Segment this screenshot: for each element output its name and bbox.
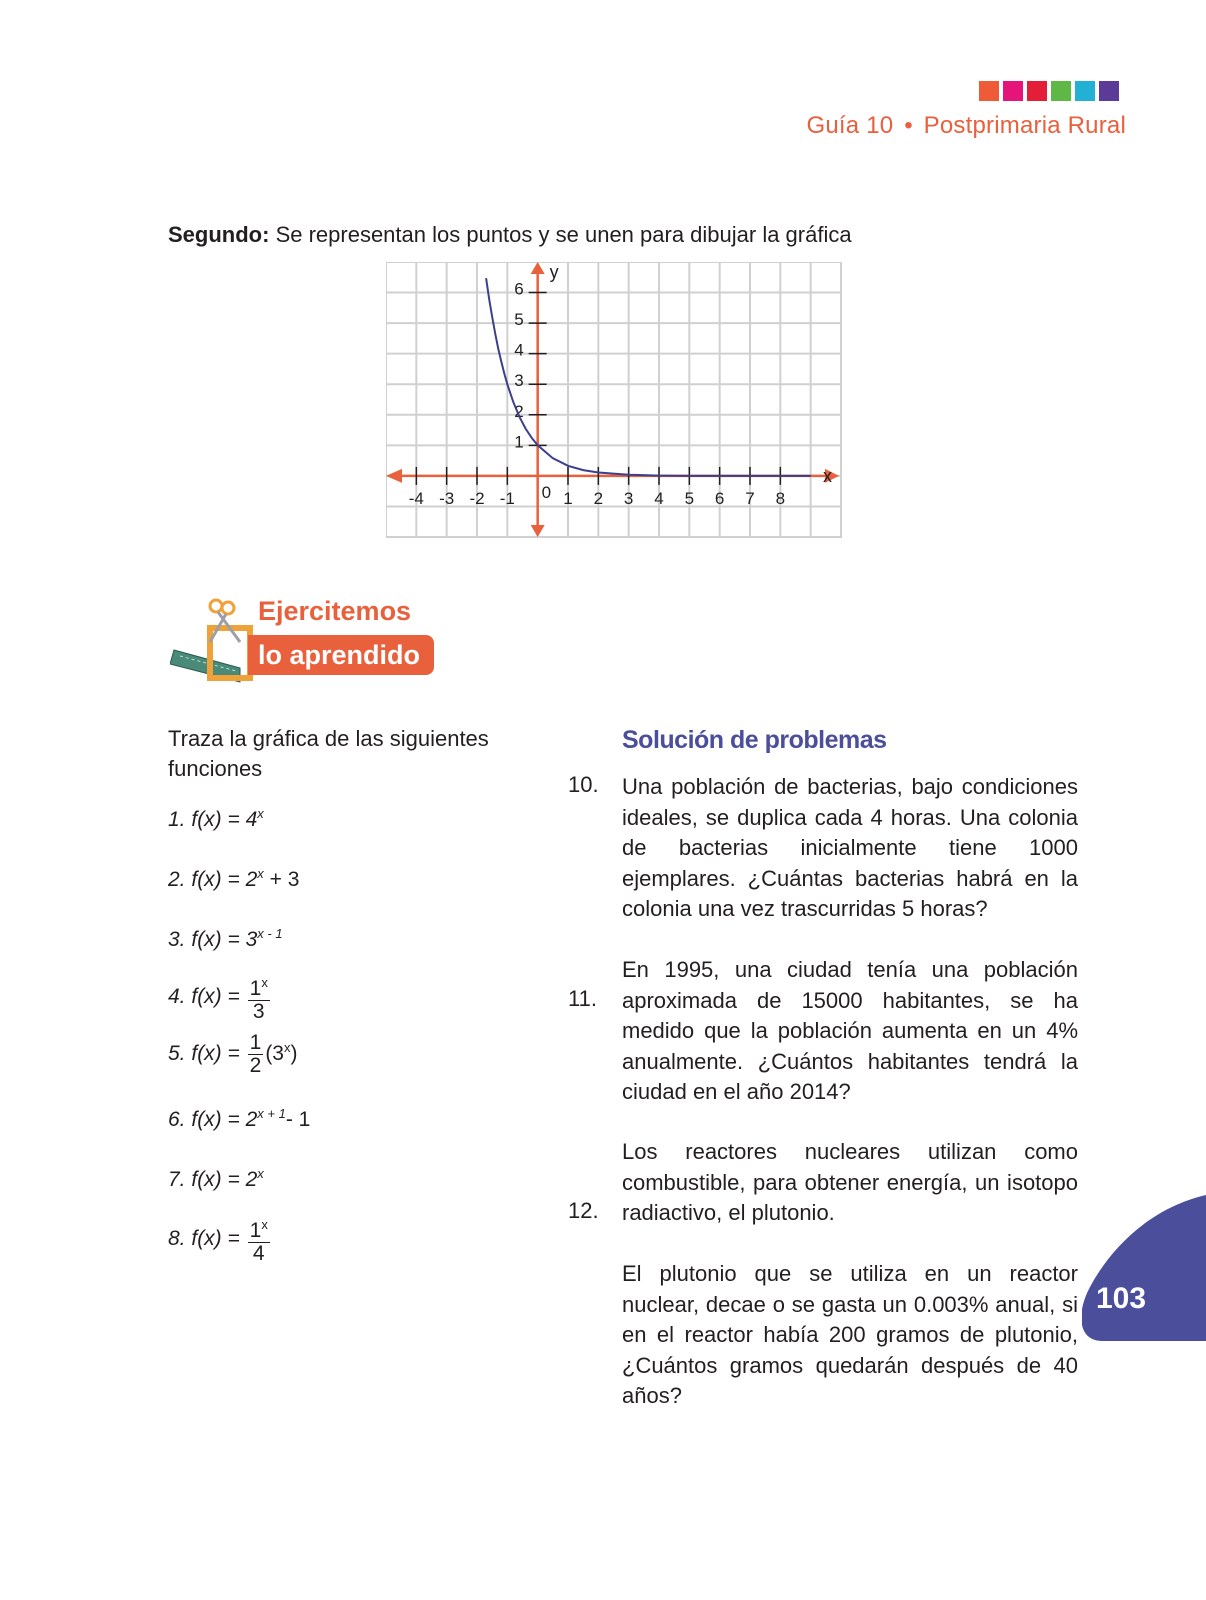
tools-icon: [170, 598, 260, 684]
grid-border: [386, 262, 841, 537]
x-tick-label: -4: [408, 488, 424, 508]
item-tail: + 3: [263, 868, 300, 891]
banner-subtitle: lo aprendido: [248, 635, 434, 675]
item-function: f(x) = 2: [191, 1108, 258, 1131]
item-function: f(x) = 3: [191, 928, 258, 951]
fraction-denominator: 2: [249, 1054, 262, 1077]
x-axis-label: x: [823, 465, 832, 486]
item-number: 4.: [168, 985, 186, 1009]
item-exponent: x: [257, 1166, 264, 1181]
problem-text-10: Una población de bacterias, bajo condiciones ideales, se duplica cada 4 horas. Una colonia de bacterias inicialmente tiene 1000 ejemplares. ¿Cuántas bacterias habrá en la colonia una vez trascurridas 5 horas?: [622, 774, 1078, 921]
item-function: f(x) =: [191, 1227, 240, 1251]
item-exponent: x: [284, 1040, 291, 1056]
item-exponent: x: [257, 866, 264, 881]
y-tick-label: 2: [514, 401, 524, 421]
guide-header: [807, 112, 1126, 140]
fraction-exponent: x: [261, 975, 268, 990]
item-function: f(x) = 4: [191, 808, 258, 831]
strip-square: [1051, 81, 1071, 101]
item-fraction: [248, 1032, 264, 1077]
y-tick-label: 5: [514, 310, 524, 330]
item-exponent: x: [257, 806, 264, 821]
exponential-graph: [386, 262, 856, 552]
strip-square: [1075, 81, 1095, 101]
exercise-item-4: [168, 972, 272, 1023]
strip-square: [1027, 81, 1047, 101]
x-tick-label: 5: [684, 488, 695, 508]
item-function: f(x) = 2: [191, 868, 258, 891]
exercise-intro: Traza la gráfica de las siguientes funciones: [168, 726, 489, 781]
item-tail: - 1: [285, 1108, 311, 1131]
item-number: 3.: [168, 928, 186, 951]
fraction-denominator: 3: [252, 1000, 265, 1023]
exercise-item-2: [168, 866, 299, 892]
fraction-numerator: 1: [249, 977, 262, 1000]
item-number: 6.: [168, 1108, 186, 1131]
section-title: Solución de problemas: [622, 726, 887, 754]
exercise-item-8: [168, 1214, 272, 1265]
program-label: Postprimaria Rural: [923, 112, 1126, 139]
exercise-item-5: [168, 1032, 298, 1077]
problem-text-11: En 1995, una ciudad tenía una población aproximada de 15000 habitantes, se ha medido que la población aumenta en un 4% anualmente. ¿Cuántos habitantes tendrá la ciudad en el año 2014?: [622, 957, 1078, 1104]
exercise-item-6: [168, 1106, 310, 1132]
color-strip: [979, 81, 1119, 101]
problem-text-12: Los reactores nucleares utilizan como combustible, para obtener energía, un isotopo radiactivo, el plutonio.: [622, 1139, 1078, 1225]
banner-title: Ejercitemos: [258, 596, 412, 626]
item-number: 2.: [168, 868, 186, 891]
x-tick-label: -1: [499, 488, 515, 508]
item-tail-close: ): [290, 1042, 298, 1066]
item-fraction: [248, 972, 270, 1023]
item-number: 5.: [168, 1042, 186, 1066]
x-tick-label: 4: [654, 488, 664, 508]
header-separator: •: [904, 112, 913, 139]
y-tick-label: 3: [514, 371, 524, 391]
y-tick-label: 1: [514, 432, 524, 452]
item-exponent: x - 1: [257, 926, 283, 941]
page-number-tab: [1082, 1195, 1206, 1341]
problem-number-12: 12.: [568, 1198, 599, 1223]
item-exponent: x + 1: [257, 1106, 286, 1121]
item-tail: (3: [265, 1042, 284, 1066]
exercise-item-1: [168, 806, 264, 832]
item-function: f(x) =: [191, 1042, 240, 1066]
x-tick-label: 2: [593, 488, 604, 508]
y-tick-label: 6: [514, 279, 524, 299]
item-number: 8.: [168, 1227, 186, 1251]
x-tick-label: 6: [714, 488, 725, 508]
x-tick-label: 8: [775, 488, 786, 508]
intro-line: [168, 222, 852, 248]
guide-label: Guía 10: [806, 112, 894, 139]
x-tick-label: -3: [439, 488, 455, 508]
y-tick-label: 4: [514, 340, 524, 360]
exercise-item-3: [168, 926, 283, 952]
item-function: f(x) = 2: [191, 1168, 258, 1191]
origin-label: 0: [541, 482, 552, 502]
strip-square: [979, 81, 999, 101]
fraction-exponent: x: [261, 1217, 268, 1232]
x-tick-label: -2: [469, 488, 485, 508]
page-number: 103: [1096, 1282, 1147, 1315]
item-number: 7.: [168, 1168, 186, 1191]
problem-number-10: 10.: [568, 772, 599, 797]
item-function: f(x) =: [191, 985, 240, 1009]
exercise-item-7: [168, 1166, 264, 1192]
intro-text: Se representan los puntos y se unen para dibujar la gráfica: [275, 222, 852, 247]
x-tick-label: 1: [563, 488, 573, 508]
fraction-numerator: 1: [249, 1219, 262, 1242]
fraction-denominator: 4: [252, 1242, 265, 1265]
x-tick-label: 3: [623, 488, 634, 508]
x-tick-label: 7: [745, 488, 755, 508]
item-fraction: [248, 1214, 270, 1265]
strip-square: [1003, 81, 1023, 101]
problem-text-12-continued: El plutonio que se utiliza en un reactor nuclear, decae o se gasta un 0.003% anual, si en el reactor había 200 gramos de plutonio, ¿Cuántos gramos quedarán después de 40 años?: [622, 1261, 1078, 1408]
item-number: 1.: [168, 808, 186, 831]
strip-square: [1099, 81, 1119, 101]
problem-number-11: 11.: [568, 986, 597, 1011]
intro-label: Segundo:: [168, 222, 270, 247]
fraction-numerator: 1: [249, 1031, 262, 1054]
y-axis-label: y: [549, 262, 559, 282]
